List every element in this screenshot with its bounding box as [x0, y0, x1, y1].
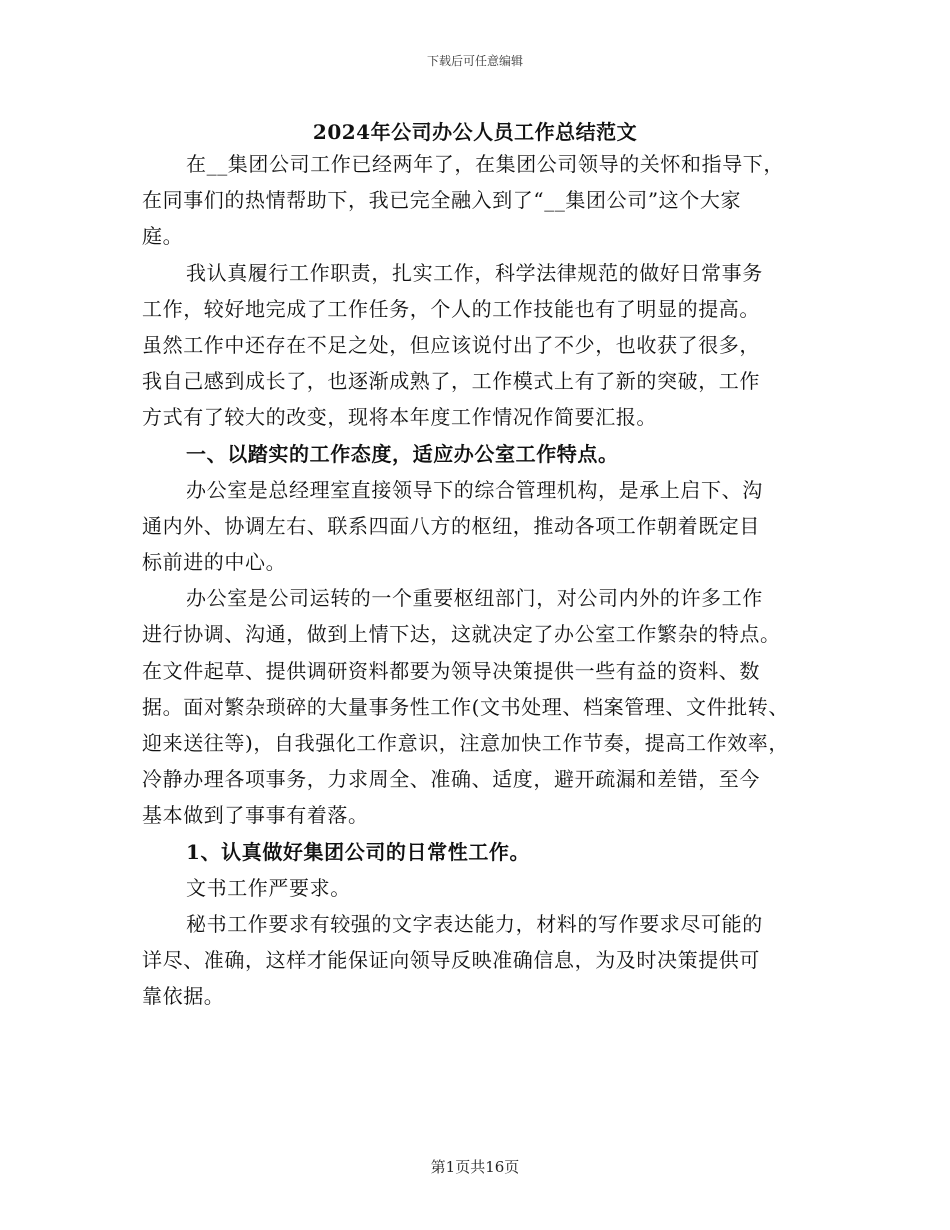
- paragraph-line: 进行协调、沟通，做到上情下达，这就决定了办公室工作繁杂的特点。: [142, 622, 781, 647]
- document-body: [142, 146, 822, 1015]
- page-footer: 第1页共16页: [430, 1158, 520, 1176]
- paragraph-line: 我自己感到成长了，也逐渐成熟了，工作模式上有了新的突破，工作: [142, 369, 760, 394]
- document-title: 2024年公司办公人员工作总结范文: [312, 120, 638, 144]
- paragraph-line: 基本做到了事事有着落。: [142, 803, 369, 828]
- paragraph-line: 办公室是公司运转的一个重要枢纽部门，对公司内外的许多工作: [186, 586, 763, 611]
- paragraph-line: 我认真履行工作职责，扎实工作，科学法律规范的做好日常事务: [186, 260, 763, 285]
- paragraph-line: 工作，较好地完成了工作任务，个人的工作技能也有了明显的提高。: [142, 296, 760, 321]
- section-heading: 1、认真做好集团公司的日常性工作。: [186, 839, 531, 864]
- paragraph-line: 在__集团公司工作已经两年了，在集团公司领导的关怀和指导下，: [186, 152, 784, 176]
- paragraph-line: 庭。: [142, 224, 184, 249]
- paragraph-line: 办公室是总经理室直接领导下的综合管理机构，是承上启下、沟: [186, 477, 763, 502]
- paragraph-line: 虽然工作中还存在不足之处，但应该说付出了不少，也收获了很多，: [142, 332, 760, 357]
- paragraph-line: 迎来送往等)，自我强化工作意识，注意加快工作节奏，提高工作效率，: [142, 731, 790, 755]
- paragraph-line: 通内外、协调左右、联系四面八方的枢纽，推动各项工作朝着既定目: [142, 513, 760, 538]
- paragraph-line: 方式有了较大的改变，现将本年度工作情况作简要汇报。: [142, 405, 657, 430]
- section-heading: 一、以踏实的工作态度，适应办公室工作特点。: [186, 441, 619, 466]
- paragraph-line: 靠依据。: [142, 984, 225, 1009]
- paragraph-line: 标前进的中心。: [142, 550, 287, 575]
- page-header: 下载后可任意编辑: [426, 54, 523, 68]
- paragraph-line: 在同事们的热情帮助下，我已完全融入到了“__集团公司”这个大家: [142, 188, 742, 213]
- paragraph-line: 在文件起草、提供调研资料都要为领导决策提供一些有益的资料、数: [142, 658, 760, 683]
- paragraph-line: 秘书工作要求有较强的文字表达能力，材料的写作要求尽可能的: [186, 911, 763, 936]
- paragraph-line: 详尽、准确，这样才能保证向领导反映准确信息，为及时决策提供可: [142, 948, 760, 973]
- paragraph-line: 文书工作严要求。: [186, 875, 351, 900]
- paragraph-line: 冷静办理各项事务，力求周全、准确、适度，避开疏漏和差错，至今: [142, 767, 760, 792]
- paragraph-line: 据。面对繁杂琐碎的大量事务性工作(文书处理、档案管理、文件批转、: [142, 694, 790, 719]
